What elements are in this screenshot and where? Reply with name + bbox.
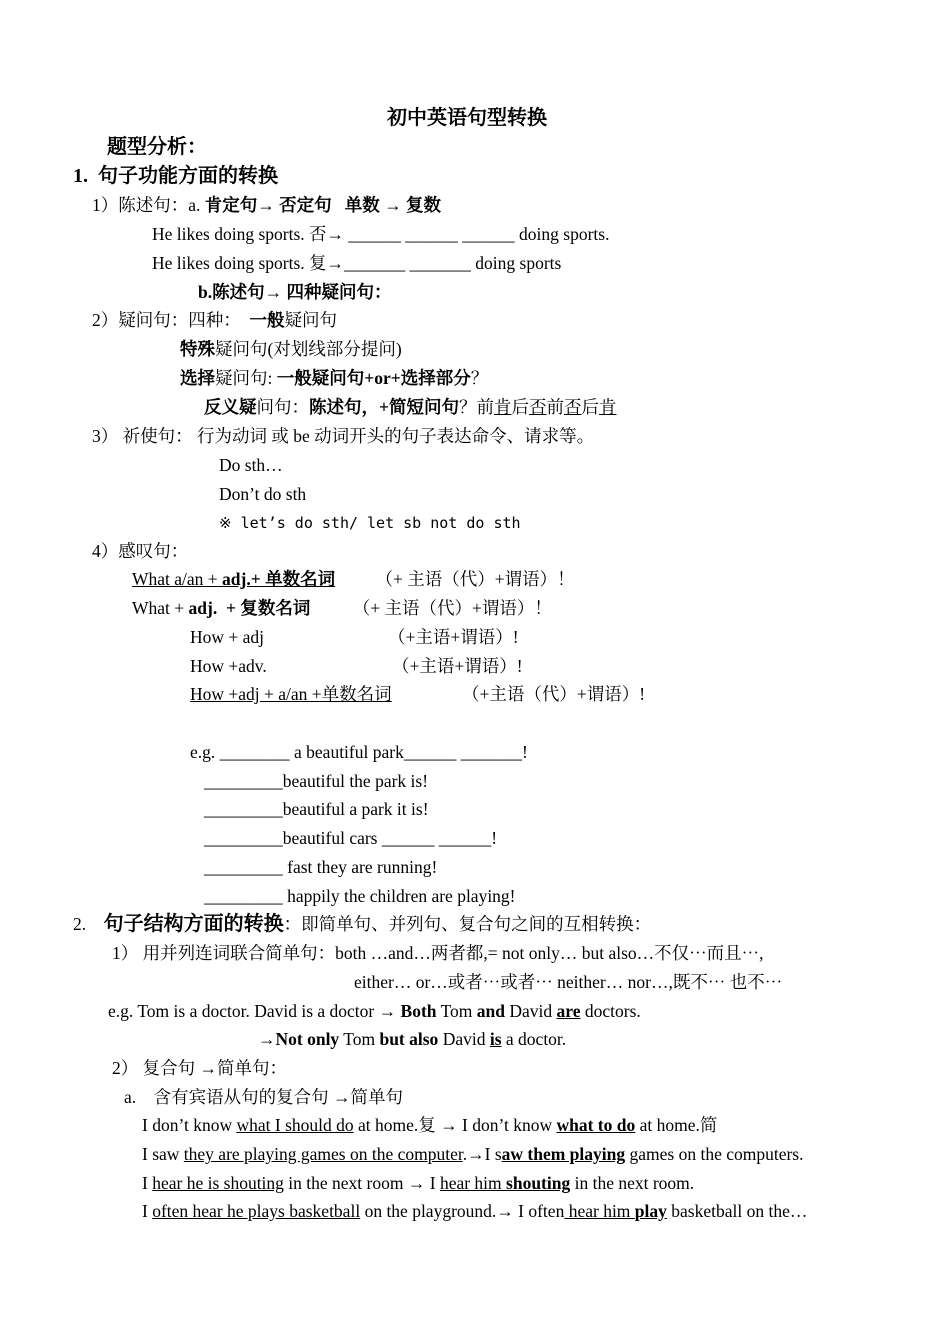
coordinate-example-2 <box>258 1028 566 1050</box>
pattern-part: + 复数名词 <box>225 598 311 618</box>
exclamatory-pattern-5: How +adj + a/an +单数名词 <box>190 684 392 704</box>
eg-text: David <box>509 1001 553 1021</box>
section-title: 句子功能方面的转换 <box>98 165 278 187</box>
exclamatory-pattern-3: How + adj <box>190 627 265 647</box>
coordinate-line-1: 1） 用并列连词联合简单句：both …and…两者都,= not only… but also…不仅⋯而且⋯, <box>112 943 764 963</box>
question-label: 2）疑问句：四种： <box>92 310 241 330</box>
row-text: I saw <box>142 1144 180 1164</box>
eg-bold: Not only <box>275 1029 340 1049</box>
exercise-line: e.g. ________ a beautiful park______ _______! <box>190 742 528 762</box>
tag-u4: 肯 <box>598 397 617 417</box>
affirmative-text: 肯定句 <box>204 195 258 215</box>
transform-row-4 <box>142 1200 807 1222</box>
row-bold: play <box>634 1201 667 1221</box>
imperative-line <box>92 425 594 447</box>
row-text: I <box>429 1173 436 1193</box>
tag-end: ？前 <box>458 397 494 417</box>
object-clause-line <box>124 1086 403 1108</box>
pattern-note: （+主语+谓语）! <box>392 656 523 676</box>
special-bold: 特殊 <box>180 339 215 359</box>
pattern-part: What + <box>132 598 185 618</box>
question-types-line <box>92 309 337 331</box>
imperative-example-2: Don’t do sth <box>219 484 307 504</box>
general-bold: 一般 <box>249 310 285 330</box>
tag-t1: 后 <box>511 397 529 417</box>
arrow-icon: → <box>496 1201 514 1221</box>
transform-row-2 <box>142 1143 803 1165</box>
tag-u3: 否 <box>563 397 582 417</box>
exercise-line: _________ happily the children are playing! <box>204 886 516 906</box>
imperative-example-1: Do sth… <box>219 455 283 475</box>
example-text: He likes doing sports. 复 <box>152 253 327 273</box>
pattern-part: adj.+ <box>222 569 261 589</box>
section-1-heading <box>73 165 278 187</box>
pattern-part: adj. <box>188 598 218 618</box>
pattern-note: （+主语+谓语）! <box>388 627 519 647</box>
arrow-icon: → <box>258 1029 276 1049</box>
pattern-note: （+主语（代）+谓语）! <box>462 684 646 704</box>
eg-text: Tom <box>343 1029 376 1049</box>
arrow-icon: → <box>199 1058 217 1078</box>
row-text: in the next room <box>288 1173 404 1193</box>
tag-bold: 反义疑 <box>204 397 257 417</box>
exercise-line: _________beautiful cars ______ ______! <box>204 828 498 848</box>
negative-text: 否定句 <box>279 195 332 215</box>
complex-to-simple-line <box>112 1057 287 1079</box>
row-underline: often hear he plays basketball <box>152 1201 361 1221</box>
exclamatory-pattern-1 <box>128 568 575 590</box>
choice-end: ？ <box>470 368 489 388</box>
example-text: He likes doing sports. 否 <box>152 224 327 244</box>
arrow-icon: → <box>384 195 402 215</box>
special-question-line <box>180 338 402 360</box>
section-number: 2. <box>73 914 87 934</box>
imperative-label: 3） 祈使句： <box>92 426 193 446</box>
arrow-icon: → <box>264 282 283 302</box>
general-rest: 疑问句 <box>284 310 337 330</box>
pattern-note: （+ 主语（代）+谓语）！ <box>352 598 552 618</box>
eg-bold: Both <box>400 1001 437 1021</box>
eg-text: e.g. Tom is a doctor. David is a doctor <box>108 1001 375 1021</box>
eg-text: doctors. <box>584 1001 641 1021</box>
pattern-part: What a/an + <box>132 569 218 589</box>
tag-u2: 否 <box>528 397 547 417</box>
row-text: in the next room. <box>574 1173 695 1193</box>
object-clause-text: 含有宾语从句的复合句 <box>153 1087 329 1107</box>
tag-t3: 后 <box>581 397 599 417</box>
b-part-2: 四种疑问句： <box>286 282 392 302</box>
row-text: I don’t know <box>462 1115 553 1135</box>
row-text: on the playground. <box>364 1201 497 1221</box>
row-bold-underline: aw them playing <box>501 1144 626 1164</box>
arrow-icon: → <box>326 224 345 244</box>
tag-structure: 陈述句，+简短问句 <box>309 397 459 417</box>
item-label: a. <box>124 1087 137 1107</box>
page-title: 初中英语句型转换 <box>387 107 547 129</box>
example-blank: ______ ______ ______ doing sports. <box>348 224 610 244</box>
transform-row-3 <box>142 1172 694 1194</box>
choice-bold: 选择 <box>180 368 215 388</box>
plural-text: 复数 <box>406 195 442 215</box>
simple-label: 简单句： <box>217 1058 287 1078</box>
eg-bold-underline: is <box>489 1029 502 1049</box>
section-title: 句子结构方面的转换 <box>103 913 284 935</box>
choice-mid: 疑问句: <box>215 368 273 388</box>
arrow-icon: → <box>326 253 345 273</box>
row-text: at home.复 <box>358 1115 436 1135</box>
arrow-icon: → <box>407 1173 426 1193</box>
tag-u1: 肯 <box>493 397 512 417</box>
row-bold: shouting <box>506 1173 571 1193</box>
arrow-icon: → <box>467 1144 485 1164</box>
imperative-desc: 行为动词 或 be 动词开头的句子表达命令、请求等。 <box>197 426 595 446</box>
analysis-heading: 题型分析： <box>107 136 207 158</box>
pattern-1-formula <box>128 569 343 589</box>
section-number: 1. <box>73 165 88 187</box>
row-text: I <box>142 1201 148 1221</box>
choice-question-line <box>180 367 488 389</box>
row-text: at home.简 <box>639 1115 718 1135</box>
section-subtitle: ：即简单句、并列句、复合句之间的互相转换： <box>283 914 652 934</box>
arrow-icon: → <box>440 1115 458 1135</box>
coordinate-example-1 <box>108 1000 641 1022</box>
row-bold-underline: what to do <box>556 1115 636 1135</box>
exclamatory-pattern-4: How +adv. <box>190 656 267 676</box>
row-underline: hear him <box>564 1201 631 1221</box>
row-text: I often <box>518 1201 565 1221</box>
example-line <box>152 223 609 245</box>
coordinate-line-2: either… or…或者⋯或者⋯ neither… nor…,既不⋯ 也不⋯ <box>354 972 783 992</box>
tag-mid: 问句： <box>256 397 309 417</box>
simple-text: 简单句 <box>350 1087 404 1107</box>
complex-label: 2） 复合句 <box>112 1058 196 1078</box>
eg-bold-underline: are <box>556 1001 581 1021</box>
singular-text: 单数 <box>344 195 380 215</box>
row-text: basketball on the… <box>671 1201 808 1221</box>
special-rest: 疑问句(对划线部分提问) <box>215 339 402 359</box>
example-line <box>152 252 561 274</box>
eg-bold: and <box>476 1001 505 1021</box>
section-2-heading <box>73 913 651 935</box>
b-part-1: b.陈述句 <box>198 282 265 302</box>
row-underline: hear him <box>439 1173 502 1193</box>
row-underline: what I should do <box>236 1115 354 1135</box>
eg-text: a doctor. <box>505 1029 567 1049</box>
sub-heading-b <box>198 281 391 303</box>
exercise-line: _________beautiful a park it is! <box>204 799 429 819</box>
example-blank: _______ _______ doing sports <box>344 253 562 273</box>
pattern-part: 单数名词 <box>265 569 336 589</box>
eg-text: David <box>442 1029 486 1049</box>
arrow-icon: → <box>257 195 275 215</box>
declarative-line <box>92 194 441 216</box>
declarative-label: 1）陈述句：a. <box>92 195 201 215</box>
exclamatory-label: 4）感叹句： <box>92 541 189 561</box>
row-text: I s <box>484 1144 502 1164</box>
tag-question-line <box>204 396 616 418</box>
tag-t2: 前 <box>546 397 564 417</box>
eg-text: Tom <box>440 1001 473 1021</box>
exercise-line: _________beautiful the park is! <box>204 771 429 791</box>
row-underline-group <box>440 1173 570 1193</box>
row-text: . <box>462 1144 468 1164</box>
row-text: I don’t know <box>142 1115 233 1135</box>
row-text: I <box>142 1173 148 1193</box>
pattern-note: （+ 主语（代）+谓语）！ <box>375 569 575 589</box>
row-underline: hear he is shouting <box>152 1173 284 1193</box>
transform-row-1 <box>142 1114 717 1136</box>
imperative-example-3: ※ let’s do sth/ let sb not do sth <box>219 514 521 532</box>
arrow-icon: → <box>378 1001 397 1021</box>
row-underline-group <box>564 1201 667 1221</box>
exclamatory-pattern-2 <box>132 597 552 619</box>
eg-bold: but also <box>379 1029 439 1049</box>
arrow-icon: → <box>333 1087 351 1107</box>
choice-structure: 一般疑问句+or+选择部分 <box>276 368 471 388</box>
exercise-line: _________ fast they are running! <box>204 857 438 877</box>
row-text: games on the computers. <box>629 1144 804 1164</box>
row-underline: they are playing games on the computer <box>183 1144 463 1164</box>
